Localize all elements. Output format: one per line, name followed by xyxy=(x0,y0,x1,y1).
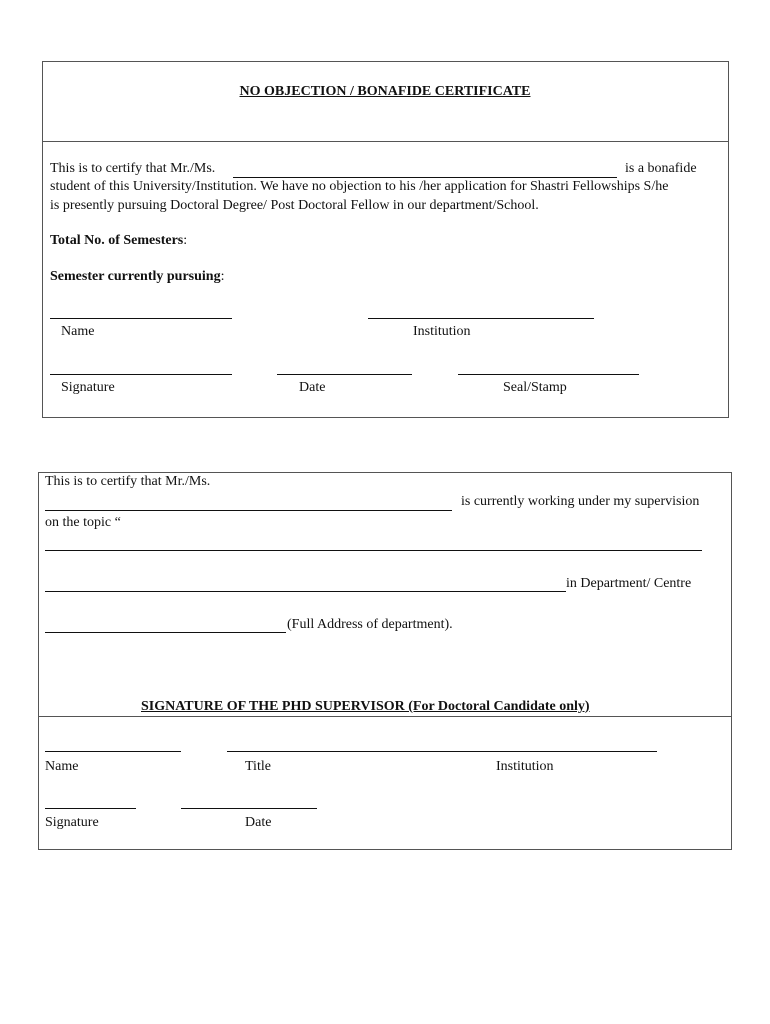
title-divider xyxy=(42,141,729,142)
certify-line-1-suffix: is a bonafide xyxy=(625,161,697,176)
address-blank[interactable] xyxy=(45,632,286,633)
supervisor-line-3: on the topic “ xyxy=(45,515,121,530)
supervisor-date-label: Date xyxy=(245,815,272,830)
topic-blank[interactable] xyxy=(45,550,702,551)
supervisor-line-2-suffix: is currently working under my supervision xyxy=(461,494,700,509)
signature-label: Signature xyxy=(61,380,115,395)
pursuing-colon: : xyxy=(220,269,225,284)
supervisor-line-1: This is to certify that Mr./Ms. xyxy=(45,474,211,489)
supervisor-title-label: Title xyxy=(245,759,271,774)
semesters-label-text: Total No. of Semesters xyxy=(50,233,184,248)
pursuing-label xyxy=(50,269,224,285)
student-name-blank[interactable] xyxy=(233,177,617,178)
supervisor-line-5-suffix: in Department/ Centre xyxy=(566,576,692,591)
supervisor-name-label: Name xyxy=(45,759,79,774)
certificate-title: NO OBJECTION / BONAFIDE CERTIFICATE xyxy=(239,84,531,99)
supervisor-institution-label: Institution xyxy=(496,759,554,774)
institution-signature-line[interactable] xyxy=(368,318,594,319)
supervisor-signature-line[interactable] xyxy=(45,808,136,809)
candidate-name-blank[interactable] xyxy=(45,510,452,511)
supervisor-date-line[interactable] xyxy=(181,808,317,809)
certify-line-3: is presently pursuing Doctoral Degree/ Post Doctoral Fellow in our department/School. xyxy=(50,198,539,213)
department-blank[interactable] xyxy=(45,591,566,592)
certify-line-2: student of this University/Institution. We have no objection to his /her application for Shastri Fellowships S/he xyxy=(50,179,669,194)
semesters-label xyxy=(50,233,187,249)
institution-label: Institution xyxy=(413,324,471,339)
seal-label: Seal/Stamp xyxy=(503,380,567,395)
supervisor-name-line[interactable] xyxy=(45,751,181,752)
supervisor-signature-label: Signature xyxy=(45,815,99,830)
supervisor-line-6-suffix: (Full Address of department). xyxy=(287,617,453,632)
supervisor-divider xyxy=(38,716,732,717)
signature-line[interactable] xyxy=(50,374,232,375)
semesters-colon: : xyxy=(183,233,188,248)
name-label: Name xyxy=(61,324,95,339)
supervisor-heading: SIGNATURE OF THE PHD SUPERVISOR (For Doctoral Candidate only) xyxy=(141,699,590,714)
date-line[interactable] xyxy=(277,374,412,375)
name-signature-line[interactable] xyxy=(50,318,232,319)
supervisor-title-line[interactable] xyxy=(227,751,657,752)
certify-line-1-prefix: This is to certify that Mr./Ms. xyxy=(50,161,216,176)
date-label: Date xyxy=(299,380,326,395)
certificate-box-supervisor xyxy=(38,472,732,850)
pursuing-label-text: Semester currently pursuing xyxy=(50,269,221,284)
seal-line[interactable] xyxy=(458,374,639,375)
